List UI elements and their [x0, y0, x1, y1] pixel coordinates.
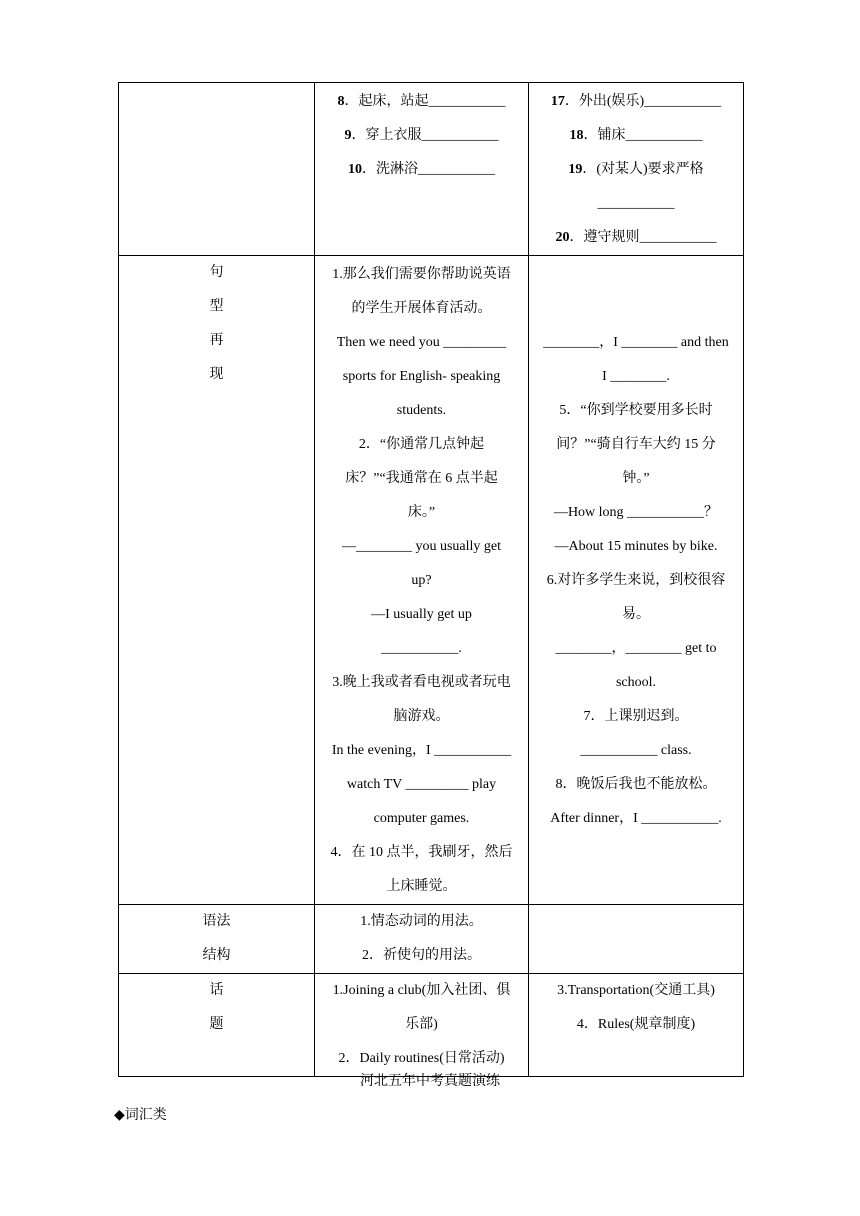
sentence-line: 钟。”: [622, 471, 650, 486]
sentence-line: —I usually get up: [371, 607, 472, 622]
sentence-line: 4．在 10 点半，我刷牙，然后: [330, 845, 513, 860]
sentence-line: students.: [396, 403, 447, 418]
vocab-row: [119, 83, 744, 256]
sentence-line: ___________ class.: [580, 743, 692, 758]
sentence-line: ___________.: [381, 641, 462, 656]
sentence-line: watch TV _________ play: [346, 777, 497, 792]
grammar-item: 2．祈使句的用法。: [362, 948, 481, 963]
vocab-blank: ___________: [597, 196, 675, 211]
vocab-item: 19．(对某人)要求严格: [568, 162, 704, 177]
grammar-row: [119, 905, 744, 974]
grammar-label-cell: [119, 905, 315, 974]
grammar-item: 1.情态动词的用法。: [360, 914, 483, 929]
topic-line: 1.Joining a club(加入社团、俱: [332, 983, 511, 998]
topic-line: 乐部): [405, 1017, 438, 1032]
row-label: 型: [209, 299, 224, 314]
vocab-item: 9．穿上衣服___________: [344, 128, 499, 143]
vocab-item: 18．铺床___________: [569, 128, 703, 143]
topic-row: [119, 974, 744, 1077]
sentence-line: 6.对许多学生来说，到校很容: [546, 573, 726, 588]
sentence-line: After dinner，I ___________.: [550, 811, 722, 826]
sentence-line: sports for English- speaking: [342, 369, 501, 384]
row-label: 语法: [202, 914, 231, 929]
topic-mid-cell: [315, 974, 529, 1077]
sentence-line: 1.那么我们需要你帮助说英语: [332, 267, 511, 282]
sentence-line: 床。”: [407, 505, 436, 520]
sentence-line: 上床睡觉。: [386, 879, 457, 894]
sentence-line: 的学生开展体育活动。: [351, 301, 492, 316]
subsection-label: ◆词汇类: [114, 1108, 167, 1123]
vocab-right-cell: [529, 83, 744, 256]
row-label: 句: [209, 265, 224, 280]
sentence-line: school.: [615, 675, 657, 690]
vocab-item: 8．起床，站起___________: [337, 94, 506, 109]
sentence-line: 2．“你通常几点钟起: [358, 437, 485, 452]
sentence-right-cell: [529, 256, 744, 905]
vocab-item: 17．外出(娱乐)___________: [550, 94, 722, 109]
sentence-line: 5．“你到学校要用多长时: [559, 403, 713, 418]
sentence-line: 7．上课别迟到。: [583, 709, 689, 724]
grammar-empty-cell: [529, 905, 744, 974]
topic-label-cell: [119, 974, 315, 1077]
row-label: 现: [209, 367, 224, 382]
sentence-line: 3.晚上我或者看电视或者玩电: [332, 675, 511, 690]
sentence-line: ________，I ________ and then: [543, 335, 729, 350]
sentence-line: —About 15 minutes by bike.: [554, 539, 718, 554]
vocab-label-cell: [119, 83, 315, 256]
sentence-line: 脑游戏。: [393, 709, 450, 724]
row-label: 话: [209, 983, 224, 998]
grammar-items-cell: [315, 905, 529, 974]
topic-right-cell: [529, 974, 744, 1077]
sentence-line: 间？”“骑自行车大约 15 分: [556, 437, 716, 452]
sentence-line: 8．晚饭后我也不能放松。: [555, 777, 717, 792]
vocab-item: 20．遵守规则___________: [555, 230, 717, 245]
sentence-line: Then we need you _________: [336, 335, 507, 350]
row-label: 题: [209, 1017, 224, 1032]
vocab-item: 10．洗淋浴___________: [348, 162, 495, 177]
sentence-line: 床？”“我通常在 6 点半起: [345, 471, 498, 486]
sentence-line: computer games.: [373, 811, 470, 826]
row-label: 再: [209, 333, 224, 348]
sentence-mid-cell: [315, 256, 529, 905]
sentence-row: [119, 256, 744, 905]
sentence-line: —________ you usually get: [341, 539, 502, 554]
sentence-line: —How long ___________？: [553, 505, 719, 520]
row-label: 结构: [202, 948, 231, 963]
sentence-line: 易。: [622, 607, 650, 622]
sentence-line: up?: [411, 573, 432, 588]
section-heading: 河北五年中考真题演练: [360, 1074, 500, 1089]
sentence-line: In the evening，I ___________: [331, 743, 512, 758]
sentence-line: I ________.: [602, 369, 670, 384]
vocab-mid-cell: [315, 83, 529, 256]
topic-line: 3.Transportation(交通工具): [557, 983, 715, 998]
topic-line: 2．Daily routines(日常活动): [338, 1051, 505, 1066]
topic-line: 4．Rules(规章制度): [576, 1017, 696, 1032]
review-table: [118, 82, 744, 1077]
sentence-label-cell: [119, 256, 315, 905]
sentence-line: ________，________ get to: [555, 641, 717, 656]
